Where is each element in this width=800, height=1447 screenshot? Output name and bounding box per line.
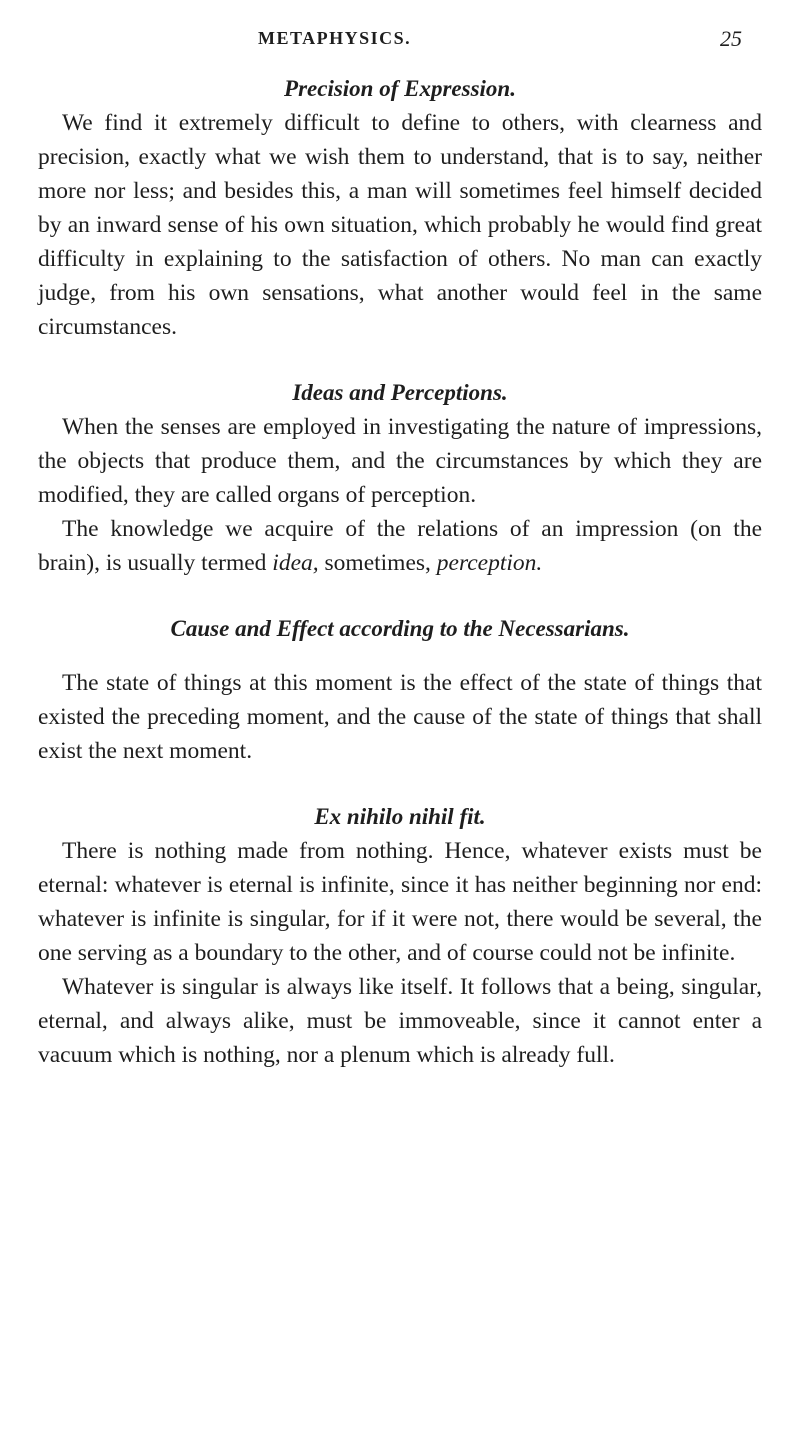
- section-title-cause-effect: Cause and Effect according to the Necessarians.: [170, 616, 630, 641]
- term-perception: perception.: [436, 550, 543, 576]
- page-header: [0, 28, 800, 58]
- section-title-precision: Precision of Expression.: [284, 76, 516, 101]
- paragraph-ideas-2-text: The knowledge we acquire of the relations of an impression (on the brain), is usually termed: [38, 516, 762, 576]
- paragraph-ideas-2-mid: sometimes,: [318, 550, 437, 576]
- paragraph-ex-nihilo-1: There is nothing made from nothing. Hence, whatever exists must be eternal: whatever is eternal is infinite, since it has neither beginning nor end: whatever is infinite is singular, for if it were not, there would be several, the one serving as a boundary to the other, and of course could not be infinite.: [38, 838, 762, 966]
- section-title-ex-nihilo: Ex nihilo nihil fit.: [314, 804, 486, 829]
- page-number: 25: [720, 26, 742, 51]
- paragraph-ideas-1: When the senses are employed in investigating the nature of impressions, the objects that produce them, and the circumstances by which they are modified, they are called organs of perception.: [38, 414, 762, 508]
- paragraph-ex-nihilo-2: Whatever is singular is always like itself. It follows that a being, singular, eternal, and always alike, must be immoveable, since it cannot enter a vacuum which is nothing, nor a plenum which is already full.: [38, 974, 762, 1068]
- page-body: [38, 72, 762, 1072]
- section-title-ideas: Ideas and Perceptions.: [292, 380, 508, 405]
- paragraph-ideas-2: [38, 512, 762, 580]
- term-idea: idea,: [272, 550, 319, 576]
- running-head: METAPHYSICS.: [258, 28, 412, 48]
- paragraph-cause-effect: The state of things at this moment is the effect of the state of things that existed the preceding moment, and the cause of the state of things that shall exist the next moment.: [38, 670, 762, 764]
- paragraph-precision: We find it extremely difficult to define to others, with clearness and precision, exactly what we wish them to understand, that is to say, neither more nor less; and besides this, a man will sometimes feel himself decided by an inward sense of his own situation, which probably he would find great difficulty in explaining to the satisfaction of others. No man can exactly judge, from his own sensations, what another would feel in the same circumstances.: [38, 110, 762, 340]
